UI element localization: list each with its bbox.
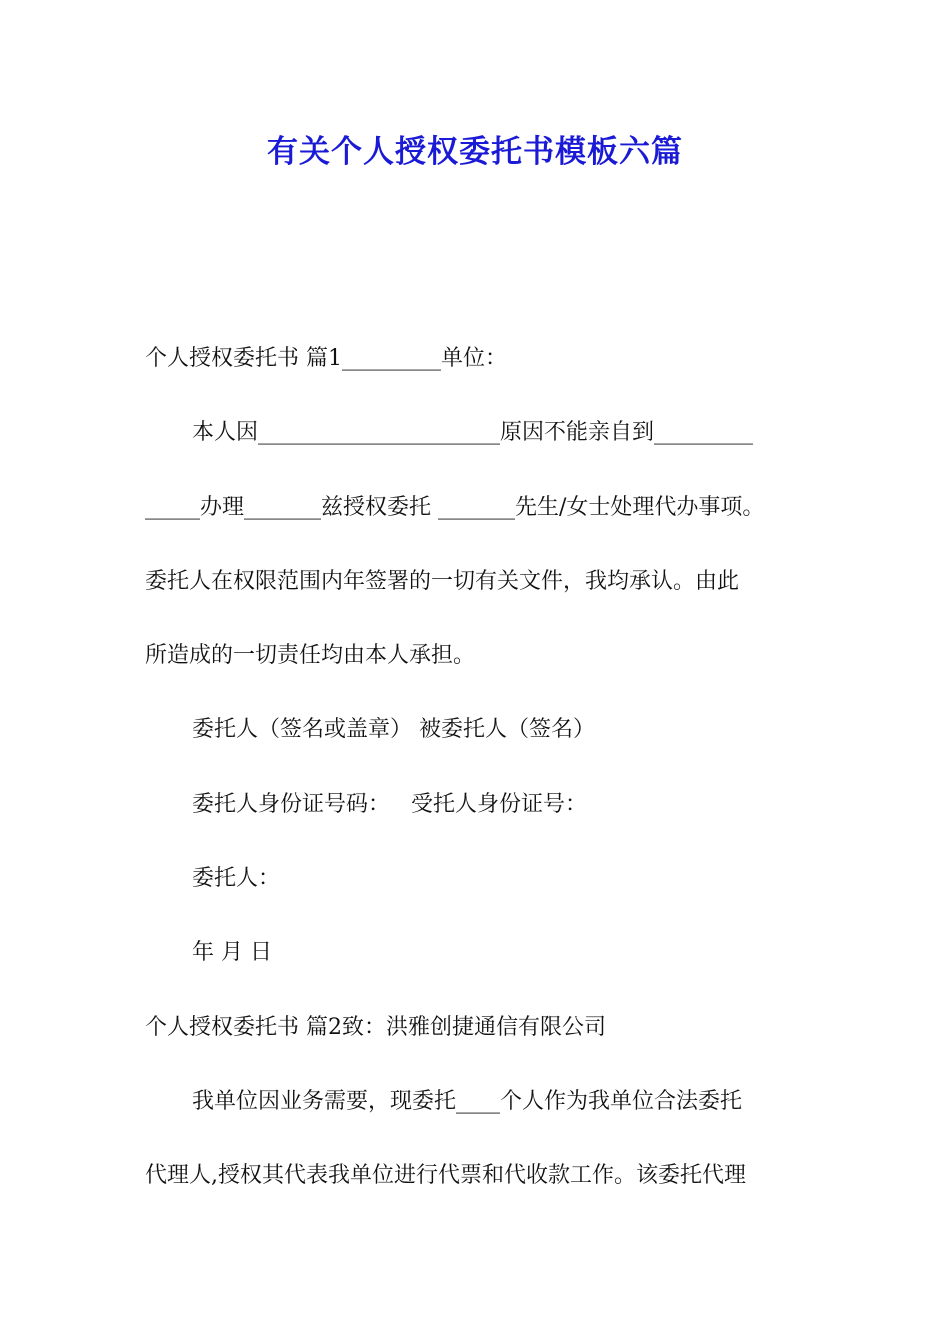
- line-8: 委托人：: [192, 866, 281, 892]
- line-5: 所造成的一切责任均由本人承担。: [145, 643, 476, 669]
- document-body: [145, 341, 825, 1233]
- line-7: 委托人身份证号码： 受托人身份证号：: [192, 791, 587, 817]
- line-9: 年 月 日: [192, 940, 272, 966]
- line-3: _____办理_______兹授权委托 _______先生/女士处理代办事项。: [145, 494, 765, 520]
- line-6: 委托人（签名或盖章） 被委托人（签名）: [192, 717, 595, 743]
- line-2: 本人因______________________原因不能亲自到_________: [192, 420, 754, 446]
- line-10: 个人授权委托书 篇2致：洪雅创捷通信有限公司: [145, 1014, 606, 1040]
- document-title: 有关个人授权委托书模板六篇: [267, 134, 683, 170]
- line-1: 个人授权委托书 篇1_________单位：: [145, 346, 507, 371]
- line-4: 委托人在权限范围内年签署的一切有关文件，我均承认。由此: [145, 568, 740, 594]
- line-12: 代理人,授权其代表我单位进行代票和代收款工作。该委托代理: [145, 1163, 746, 1189]
- line-11: 我单位因业务需要，现委托____个人作为我单位合法委托: [192, 1088, 743, 1114]
